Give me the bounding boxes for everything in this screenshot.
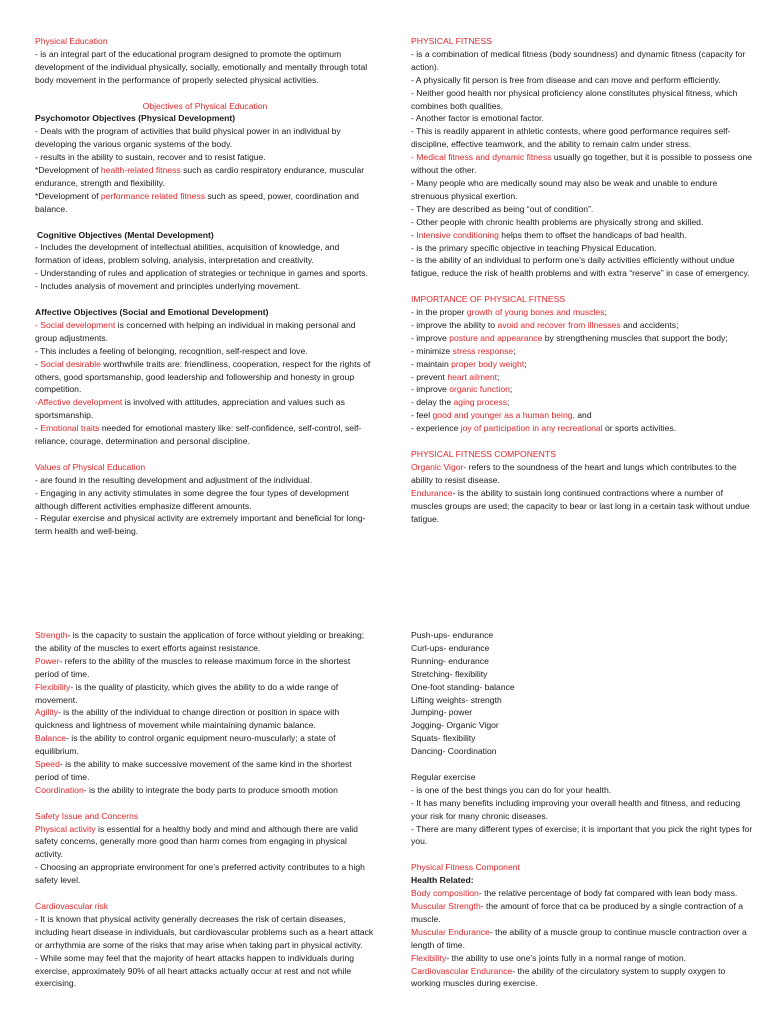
importance-title: IMPORTANCE OF PHYSICAL FITNESS (411, 294, 566, 305)
fitness-line: - is the primary specific objective in teaching Physical Education. (411, 242, 657, 253)
psychomotor-title: Psychomotor Objectives (Physical Development) (35, 113, 236, 124)
psychomotor-line: *Development of health-related fitness such as cardio respiratory endurance, muscular endurance, strength and flexibility. (35, 165, 365, 188)
top-left-column (35, 35, 375, 538)
fitness-line: - A physically fit person is free from disease and can move and perform efficiently. (411, 74, 721, 85)
fitness-line: - is a combination of medical fitness (body soundness) and dynamic fitness (capacity for action). (411, 48, 746, 72)
physical-fitness-title: PHYSICAL FITNESS (411, 36, 492, 46)
cardio-line: - While some may feel that the majority of heart attacks happen to individuals during exercise, approximately 90% of all heart attacks actually occur at rest and not while exercising. (35, 952, 355, 989)
importance-item: - maintain proper body weight; (411, 358, 527, 369)
exercise-item: Dancing- Coordination (411, 746, 497, 757)
component-definition: Balance- is the ability to control organic equipment neuro-muscularly; a state of equilibrium. (35, 733, 336, 757)
values-line: - are found in the resulting development and adjustment of the individual. (35, 474, 313, 485)
regular-exercise-line: - is one of the best things you can do for your health. (411, 784, 612, 795)
fitness-line: - Another factor is emotional factor. (411, 113, 544, 124)
exercise-item: One-foot standing- balance (411, 681, 515, 692)
top-right-column (411, 35, 756, 525)
component-item: Endurance- is the ability to sustain long continued contractions where a number of muscles groups are used; the capacity to bear or last long in a certain task without undue fatigue. (411, 487, 750, 524)
importance-item: - improve organic function; (411, 384, 513, 395)
affective-line: - Emotional traits needed for emotional mastery like: self-confidence, self-control, self-reliance, courage, determination and personal discipline. (35, 423, 362, 447)
fitness-line: - Medical fitness and dynamic fitness usually go together, but it is possible to possess one without the other. (411, 152, 753, 176)
pe-title: Physical Education (35, 36, 108, 46)
components-title: PHYSICAL FITNESS COMPONENTS (411, 448, 556, 459)
exercise-item: Lifting weights- strength (411, 694, 502, 705)
component-item: Organic Vigor- refers to the soundness of the heart and lungs which contributes to the ability to resist disease. (411, 461, 737, 485)
component-definition: Strength- is the capacity to sustain the application of force without yielding or breaking; the ability of the muscles to exert efforts against resistance. (35, 630, 365, 653)
exercise-item: Jogging- Organic Vigor (411, 720, 499, 731)
importance-item: - prevent heart ailment; (411, 371, 500, 382)
regular-exercise-line: - It has many benefits including improving your overall health and fitness, and reducing your risk for many chronic diseases. (411, 797, 741, 821)
importance-item: - minimize stress response; (411, 345, 516, 356)
component-definition: Flexibility- is the quality of plasticity, which gives the ability to do a wide range of movement. (35, 681, 339, 705)
fitness-line: - This is readily apparent in athletic contests, where good performance requires self-discipline, effective teamwork, and the ability to remain calm under stress. (411, 126, 731, 150)
regular-exercise-title: Regular exercise (411, 771, 476, 782)
cognitive-line: - Understanding of rules and application of strategies or technique in games and sports. (35, 268, 368, 279)
fitness-line: - Intensive conditioning helps them to offset the handicaps of bad health. (411, 229, 687, 240)
affective-line: -Affective development is involved with attitudes, appreciation and values such as sportsmanship. (35, 397, 345, 421)
importance-item: - in the proper growth of young bones and muscles; (411, 307, 607, 318)
importance-item: - improve the ability to avoid and recover from illnesses and accidents; (411, 319, 679, 330)
bottom-left-column (35, 629, 375, 990)
fitness-line: - Many people who are medically sound may also be weak and unable to endure strenuous physical exertion. (411, 177, 718, 201)
cardio-line: - It is known that physical activity generally decreases the risk of certain diseases, including heart disease in individuals, but cardiovascular problems such as a heart attack or arrhythmia are some of the risks that may arise when taking part in physical activity. (35, 913, 374, 950)
health-related-item: Flexibility- the ability to use one’s joints fully in a normal range of motion. (411, 952, 686, 963)
health-related-item: Muscular Endurance- the ability of a muscle group to continue muscle contraction over a length of time. (411, 926, 747, 950)
safety-line: - Choosing an appropriate environment for one’s preferred activity contributes to a high safety level. (35, 862, 365, 886)
health-related-item: Cardiovascular Endurance- the ability of the circulatory system to supply oxygen to working muscles during exercise. (411, 965, 726, 989)
affective-line: - Social desirable worthwhile traits are: friendliness, cooperation, respect for the rights of others, good sportsmanship, good leadership and followership and honesty in group competition. (35, 358, 371, 395)
affective-line: - This includes a feeling of belonging, recognition, self-respect and love. (35, 345, 308, 356)
cognitive-line: - Includes analysis of movement and principles underlying movement. (35, 281, 301, 292)
objectives-title: Objectives of Physical Education (142, 100, 268, 111)
safety-line: Physical activity is essential for a healthy body and mind and although there are valid safety concerns, generally more good than harm comes from engaging in physical activity. (35, 823, 358, 860)
fitness-component-title: Physical Fitness Component (411, 862, 520, 873)
psychomotor-line: *Development of performance related fitness such as speed, power, coordination and balance. (35, 190, 359, 214)
psychomotor-line: - results in the ability to sustain, recover and to resist fatigue. (35, 152, 266, 163)
exercise-item: Stretching- flexibility (411, 668, 488, 679)
values-line: - Regular exercise and physical activity are extremely important and beneficial for long-term health and well-being. (35, 513, 366, 537)
component-definition: Coordination- is the ability to integrate the body parts to produce smooth motion (35, 784, 338, 795)
psychomotor-line: - Deals with the program of activities that build physical power in an individual by developing the various organic systems of the body. (35, 126, 341, 150)
affective-line: - Social development is concerned with helping an individual in making personal and group adjustments. (35, 319, 356, 343)
health-related-item: Body composition- the relative percentage of body fat compared with lean body mass. (411, 888, 738, 899)
regular-exercise-line: - There are many different types of exercise; it is important that you pick the right types for you. (411, 823, 753, 847)
importance-item: - delay the aging process; (411, 397, 510, 408)
exercise-item: Running- endurance (411, 655, 489, 666)
health-related-item: Muscular Strength- the amount of force that ca be produced by a single contraction of a muscle. (411, 901, 744, 924)
values-title: Values of Physical Education (35, 461, 146, 472)
fitness-line: - Neither good health nor physical proficiency alone constitutes physical fitness, which combines both qualities. (411, 87, 738, 111)
values-line: - Engaging in any activity stimulates in some degree the four types of development although different activities emphasize different amounts. (35, 487, 349, 511)
cognitive-line: - Includes the development of intellectual abilities, acquisition of knowledge, and formation of ideas, problem solving, analysis, interpretation and creativity. (35, 242, 340, 266)
fitness-line: - Other people with chronic health problems are physically strong and skilled. (411, 216, 704, 227)
cognitive-title: Cognitive Objectives (Mental Development) (37, 229, 214, 240)
health-related-title: Health Related: (411, 875, 474, 886)
component-definition: Speed- is the ability to make successive movement of the same kind in the shortest period of time. (35, 759, 352, 782)
safety-title: Safety Issue and Concerns (35, 810, 139, 821)
importance-item: - experience joy of participation in any recreational or sports activities. (411, 423, 677, 434)
exercise-item: Squats- flexibility (411, 733, 476, 744)
pe-definition: - is an integral part of the educational program designed to promote the optimum development of the individual physically, socially, emotionally and mentally through total body movement in the performance of properly selected physical activities. (35, 48, 368, 85)
importance-item: - improve posture and appearance by strengthening muscles that support the body; (411, 332, 728, 343)
affective-title: Affective Objectives (Social and Emotional Development) (35, 306, 269, 317)
bottom-right-column (411, 629, 756, 990)
component-definition: Agility- is the ability of the individual to change direction or position in space with quickness and lightness of movement while maintaining dynamic balance. (35, 707, 340, 731)
cardio-title: Cardiovascular risk (35, 901, 109, 911)
fitness-line: - is the ability of an individual to perform one’s daily activities efficiently without undue fatigue, reduce the risk of health problems and with extra “reserve” in case of emergency. (411, 255, 750, 279)
exercise-item: Jumping- power (411, 707, 473, 718)
exercise-item: Push-ups- endurance (411, 630, 494, 640)
component-definition: Power- refers to the ability of the muscles to release maximum force in the shortest period of time. (35, 655, 351, 679)
fitness-line: - They are described as being “out of condition”. (411, 203, 594, 214)
exercise-item: Curl-ups- endurance (411, 642, 490, 653)
importance-item: - feel good and younger as a human being, and (411, 410, 592, 421)
